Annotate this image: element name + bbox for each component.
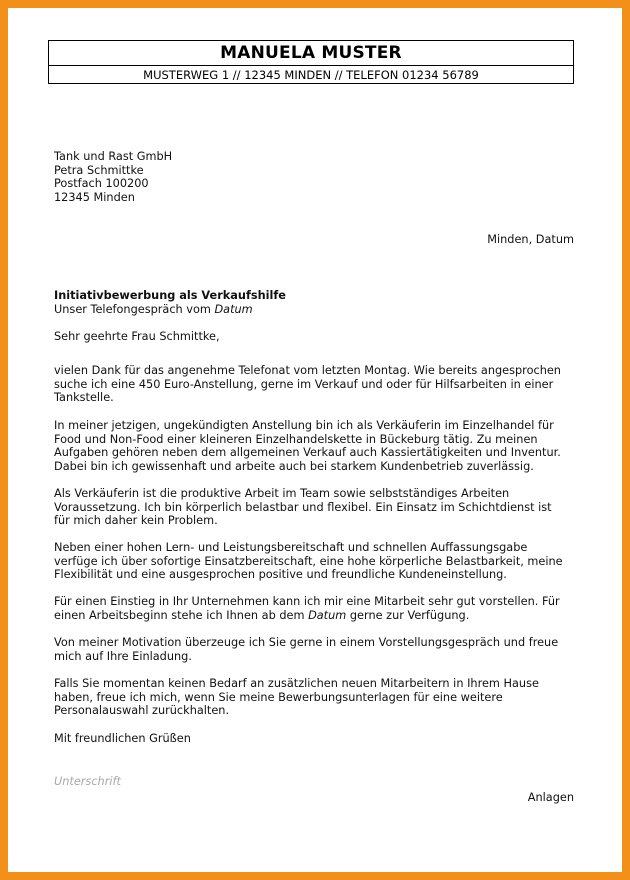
paragraph-line: Dabei bin ich gewissenhaft und arbeite auch bei starkem Kundenbetrieb zuverlässig.: [54, 459, 534, 473]
subject-reference-date: Datum: [214, 302, 253, 316]
body-paragraph-5: [54, 595, 560, 622]
sender-name: MANUELA MUSTER: [220, 43, 402, 63]
recipient-company: Tank und Rast GmbH: [54, 150, 173, 163]
paragraph-line: Personalauswahl zurückhalten.: [54, 704, 230, 717]
paragraph-line: Flexibilität und eine ausgesprochen positive und freundliche Kundeneinstellung.: [54, 568, 507, 581]
paragraph-line: mich auf Ihre Einladung.: [54, 649, 192, 663]
paragraph-line: Von meiner Motivation überzeuge ich Sie gerne in einem Vorstellungsgespräch und freue: [54, 636, 559, 649]
paragraph-line-suffix: gerne zur Verfügung.: [346, 608, 470, 622]
place-date: Minden, Datum: [487, 233, 574, 246]
recipient-postbox: Postfach 100200: [54, 177, 149, 190]
letterhead: [48, 40, 574, 84]
recipient-contact: Petra Schmittke: [54, 163, 144, 177]
closing: Mit freundlichen Grüßen: [54, 732, 191, 745]
paragraph-line: Voraussetzung. Ich bin körperlich belastbar und flexibel. Ein Einsatz im Schichtdienst ist: [54, 500, 552, 514]
sender-address: MUSTERWEG 1 // 12345 MINDEN // TELEFON 01234 56789: [143, 68, 479, 82]
paragraph-line: [54, 609, 560, 623]
body-paragraph-7: [54, 677, 539, 718]
paragraph-line-prefix: einen Arbeitsbeginn stehe ich Ihnen ab dem: [54, 608, 309, 622]
paragraph-line: Food und Non-Food einer kleineren Einzelhandelskette in Bückeburg tätig. Zu meinen: [54, 432, 538, 446]
salutation: Sehr geehrte Frau Schmittke,: [54, 330, 220, 343]
paragraph-line: verfüge ich über sofortige Einsatzbereitschaft, eine hohe körperliche Belastbarkeit, meine: [54, 554, 563, 568]
paragraph-line: für mich daher kein Problem.: [54, 514, 218, 527]
subject-block: [54, 289, 286, 316]
attachments-label: Anlagen: [527, 791, 574, 804]
paragraph-line: Falls Sie momentan keinen Bedarf an zusätzlichen neuen Mitarbeitern in Ihrem Hause: [54, 677, 539, 690]
start-date-placeholder: Datum: [308, 608, 347, 622]
paragraph-line: Als Verkäuferin ist die produktive Arbeit im Team sowie selbstständiges Arbeiten: [54, 487, 510, 500]
body-paragraph-4: [54, 541, 563, 582]
paragraph-line: Neben einer hohen Lern- und Leistungsbereitschaft und schnellen Auffassungsgabe: [54, 541, 528, 554]
subject-title: Initiativbewerbung als Verkaufshilfe: [54, 289, 286, 302]
letter-page: [8, 8, 622, 872]
paragraph-line: In meiner jetzigen, ungekündigten Anstellung bin ich als Verkäuferin im Einzelhandel für: [54, 419, 554, 432]
subject-reference-prefix: Unser Telefongespräch vom: [54, 302, 215, 316]
paragraph-line: Aufgaben gehören neben dem allgemeinen Verkauf auch Kassiertätigkeiten und Inventur.: [54, 446, 561, 459]
paragraph-line: suche ich eine 450 Euro-Anstellung, gerne im Verkauf und oder für Hilfsarbeiten in einer: [54, 377, 554, 391]
body-paragraph-1: [54, 364, 561, 405]
recipient-address: [54, 150, 172, 204]
signature-placeholder: Unterschrift: [54, 775, 121, 788]
paragraph-line: Für einen Einstieg in Ihr Unternehmen kann ich mir eine Mitarbeit sehr gut vorstellen. Für: [54, 595, 560, 608]
recipient-city: 12345 Minden: [54, 190, 135, 204]
letterhead-divider: [49, 65, 573, 66]
paragraph-line: vielen Dank für das angenehme Telefonat vom letzten Montag. Wie bereits angesprochen: [54, 364, 561, 377]
body-paragraph-6: [54, 636, 558, 663]
subject-reference: [54, 303, 286, 317]
paragraph-line: Tankstelle.: [54, 391, 114, 404]
body-paragraph-2: [54, 419, 561, 473]
paragraph-line: haben, freue ich mich, wenn Sie meine Bewerbungsunterlagen für eine weitere: [54, 690, 503, 704]
body-paragraph-3: [54, 487, 552, 528]
